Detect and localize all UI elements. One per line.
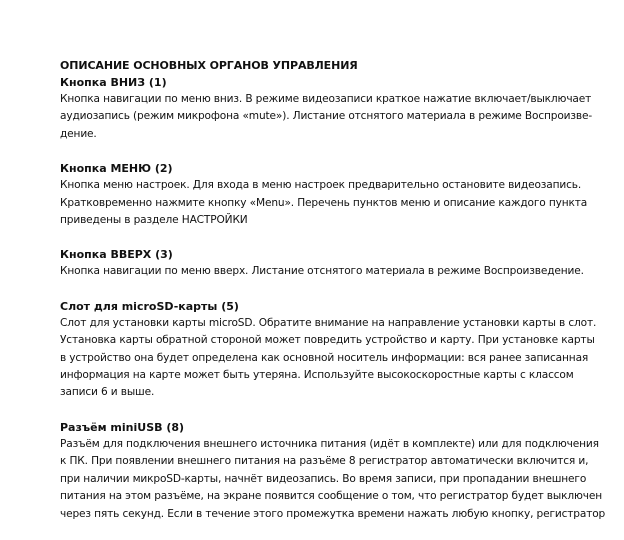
section-heading: Кнопка МЕНЮ (2): [60, 162, 173, 176]
section-text-line: в устройство она будет определена как основной носитель информации: вся ранее записанная: [60, 351, 589, 364]
section-text-line: к ПК. При появлении внешнего питания на разъёме 8 регистратор автоматически включится и,: [60, 455, 589, 468]
section-heading: Кнопка ВВЕРХ (3): [60, 248, 173, 262]
document-title: ОПИСАНИЕ ОСНОВНЫХ ОРГАНОВ УПРАВЛЕНИЯ: [60, 59, 358, 72]
section-text-line: Установка карты обратной стороной может повредить устройство и карту. При установке карты: [60, 334, 595, 347]
document-content: [60, 58, 606, 540]
section-text-line: информация на карте может быть утеряна. Используйте высокоскоростные карты с классом: [60, 369, 574, 382]
section-text-line: записи 6 и выше.: [60, 386, 155, 399]
section-text-line: Слот для установки карты microSD. Обратите внимание на направление установки карты в слот.: [60, 316, 597, 329]
section-text-line: питания на этом разъёме, на экране появится сообщение о том, что регистратор будет выключен: [60, 490, 603, 503]
section-text-line: Кнопка навигации по меню вверх. Листание отснятого материала в режиме Воспроизведение.: [60, 265, 584, 278]
section-microsd-slot: [60, 298, 597, 402]
section-text-line: Кратковременно нажмите кнопку «Menu». Перечень пунктов меню и описание каждого пункта: [60, 196, 588, 209]
section-down-button: [60, 74, 593, 143]
section-text-line: аудиозапись (режим микрофона «mute»). Листание отснятого материала в режиме Воспроизве-: [60, 110, 593, 123]
section-text-line: дение.: [60, 127, 97, 140]
section-heading: Разъём miniUSB (8): [60, 420, 185, 434]
section-text-line: при наличии микроSD-карты, начнёт видеозапись. Во время записи, при пропадании внешнего: [60, 472, 587, 485]
section-text-line: приведены в разделе НАСТРОЙКИ: [60, 214, 248, 227]
section-heading: Кнопка ВНИЗ (1): [60, 76, 167, 89]
section-miniusb-port: [60, 419, 606, 523]
section-up-button: [60, 246, 584, 280]
section-text-line: Разъём для подключения внешнего источника питания (идёт в комплекте) или для подключения: [60, 437, 599, 450]
section-text-line: через пять секунд. Если в течение этого промежутка времени нажать любую кнопку, регистратор: [60, 507, 606, 520]
section-menu-button: [60, 160, 588, 229]
section-text-line: Кнопка навигации по меню вниз. В режиме видеозаписи краткое нажатие включает/выключает: [60, 93, 592, 105]
section-heading: Слот для microSD-карты (5): [60, 299, 239, 313]
section-text-line: Кнопка меню настроек. Для входа в меню настроек предварительно остановите видеозапись.: [60, 179, 582, 192]
